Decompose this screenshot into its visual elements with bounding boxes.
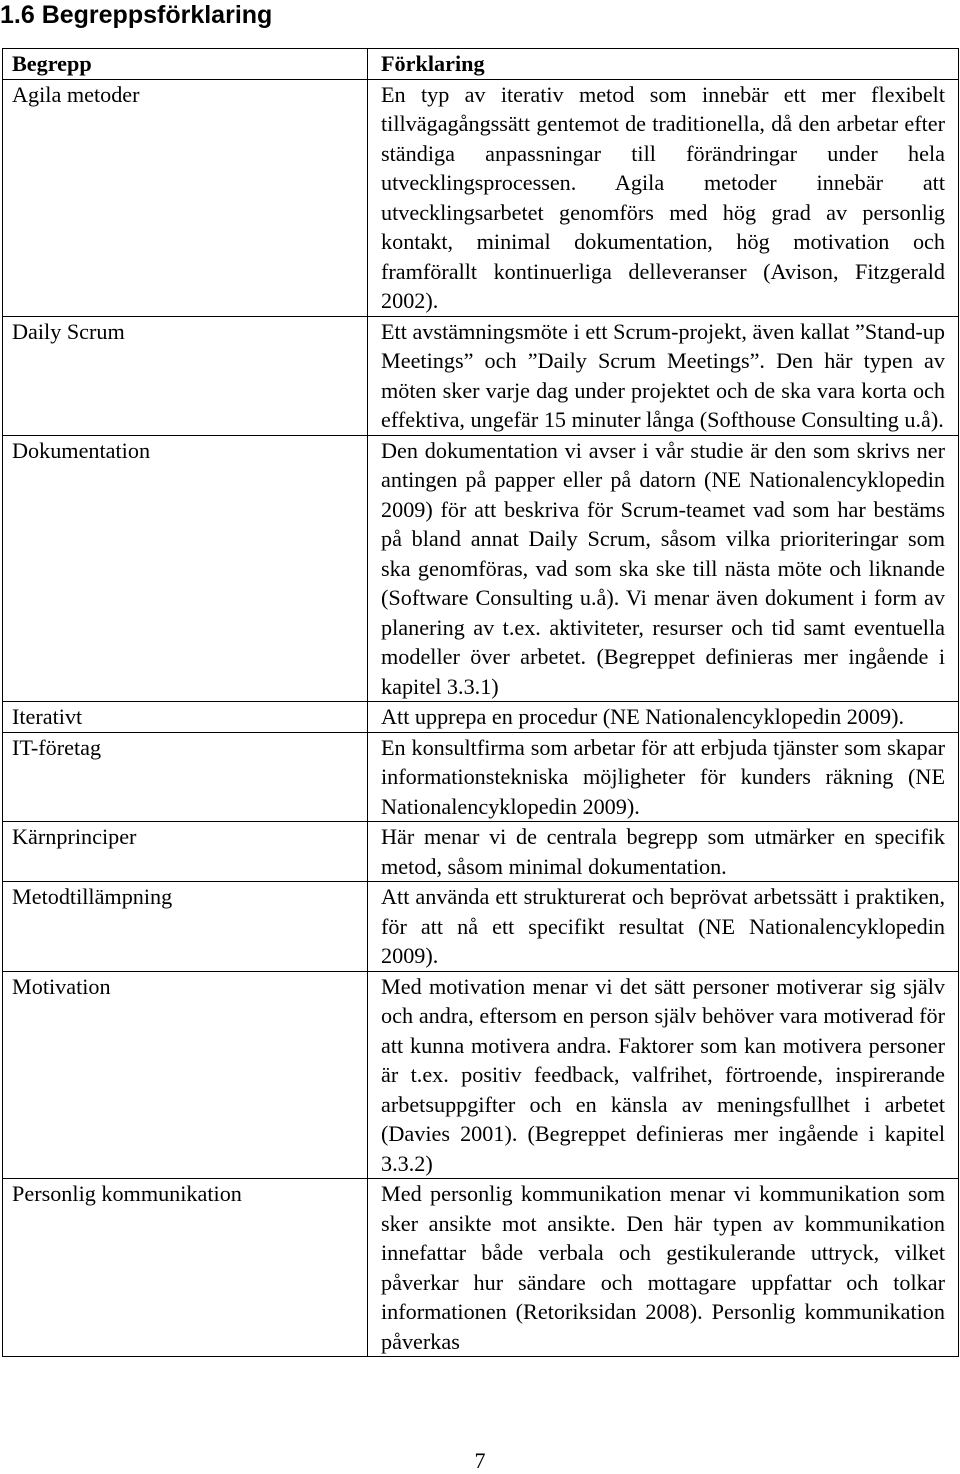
header-explanation: Förklaring <box>368 49 959 80</box>
table-row <box>3 79 959 316</box>
term-cell: Personlig kommunikation <box>3 1179 368 1357</box>
explanation-cell: Ett avstämningsmöte i ett Scrum-projekt, även kallat ”Stand-up Meetings” och ”Daily Scrum Meetings”. Den här typen av möten sker varje dag under projektet och de ska vara korta och effektiva, ungefär 15 minuter långa (Softhouse Consulting u.å). <box>368 316 959 435</box>
explanation-cell: Med motivation menar vi det sätt personer motiverar sig själv och andra, eftersom en person själv behöver vara motiverad för att kunna motivera andra. Faktorer som kan motivera personer är t.ex. positiv feedback, valfrihet, förtroende, inspirerande arbetsuppgifter och en känsla av meningsfullhet i arbetet (Davies 2001). (Begreppet definieras mer ingående i kapitel 3.3.2) <box>368 971 959 1179</box>
term-cell: Daily Scrum <box>3 316 368 435</box>
explanation-cell: En konsultfirma som arbetar för att erbjuda tjänster som skapar informationstekniska möjligheter för kunders räkning (NE Nationalencyklopedin 2009). <box>368 732 959 822</box>
term-cell: Motivation <box>3 971 368 1179</box>
section-heading: 1.6 Begreppsförklaring <box>0 1 273 29</box>
term-cell: Dokumentation <box>3 435 368 702</box>
explanation-cell: Med personlig kommunikation menar vi kommunikation som sker ansikte mot ansikte. Den här typen av kommunikation innefattar både verbala och gestikulerande uttryck, vilket påverkar hur sändare och mottagare uppfattar och tolkar informationen (Retoriksidan 2008). Personlig kommunikation påverkas <box>368 1179 959 1357</box>
term-cell: Agila metoder <box>3 79 368 316</box>
term-cell: IT-företag <box>3 732 368 822</box>
table-row <box>3 702 959 733</box>
table-row <box>3 1179 959 1357</box>
term-cell: Kärnprinciper <box>3 822 368 882</box>
explanation-cell: Att använda ett strukturerat och beprövat arbetssätt i praktiken, för att nå ett specifikt resultat (NE Nationalencyklopedin 2009). <box>368 882 959 972</box>
term-cell: Metodtillämpning <box>3 882 368 972</box>
explanation-cell: Att upprepa en procedur (NE Nationalencyklopedin 2009). <box>368 702 959 733</box>
header-term: Begrepp <box>3 49 368 80</box>
table-row <box>3 822 959 882</box>
table-row <box>3 316 959 435</box>
table-row <box>3 882 959 972</box>
table-row <box>3 971 959 1179</box>
explanation-cell: Den dokumentation vi avser i vår studie är den som skrivs ner antingen på papper eller på datorn (NE Nationalencyklopedin 2009) för att beskriva för Scrum-teamet vad som har bestäms på bland annat Daily Scrum, såsom vilka prioriteringar som ska genomföras, vad som ska ske till nästa möte och liknande (Software Consulting u.å). Vi menar även dokument i form av planering av t.ex. aktiviteter, resurser och tid samt eventuella modeller över arbetet. (Begreppet definieras mer ingående i kapitel 3.3.1) <box>368 435 959 702</box>
table-row <box>3 435 959 702</box>
page-number: 7 <box>474 1448 486 1473</box>
table-header-row <box>3 49 959 80</box>
term-cell: Iterativt <box>3 702 368 733</box>
table-row <box>3 732 959 822</box>
explanation-cell: Här menar vi de centrala begrepp som utmärker en specifik metod, såsom minimal dokumentation. <box>368 822 959 882</box>
definitions-table <box>2 48 959 1357</box>
explanation-cell: En typ av iterativ metod som innebär ett mer flexibelt tillvägagångssätt gentemot de traditionella, då den arbetar efter ständiga anpassningar till förändringar under hela utvecklingsprocessen. Agila metoder innebär att utvecklingsarbetet genomförs med hög grad av personlig kontakt, minimal dokumentation, hög motivation och framförallt kontinuerliga delleveranser (Avison, Fitzgerald 2002). <box>368 79 959 316</box>
